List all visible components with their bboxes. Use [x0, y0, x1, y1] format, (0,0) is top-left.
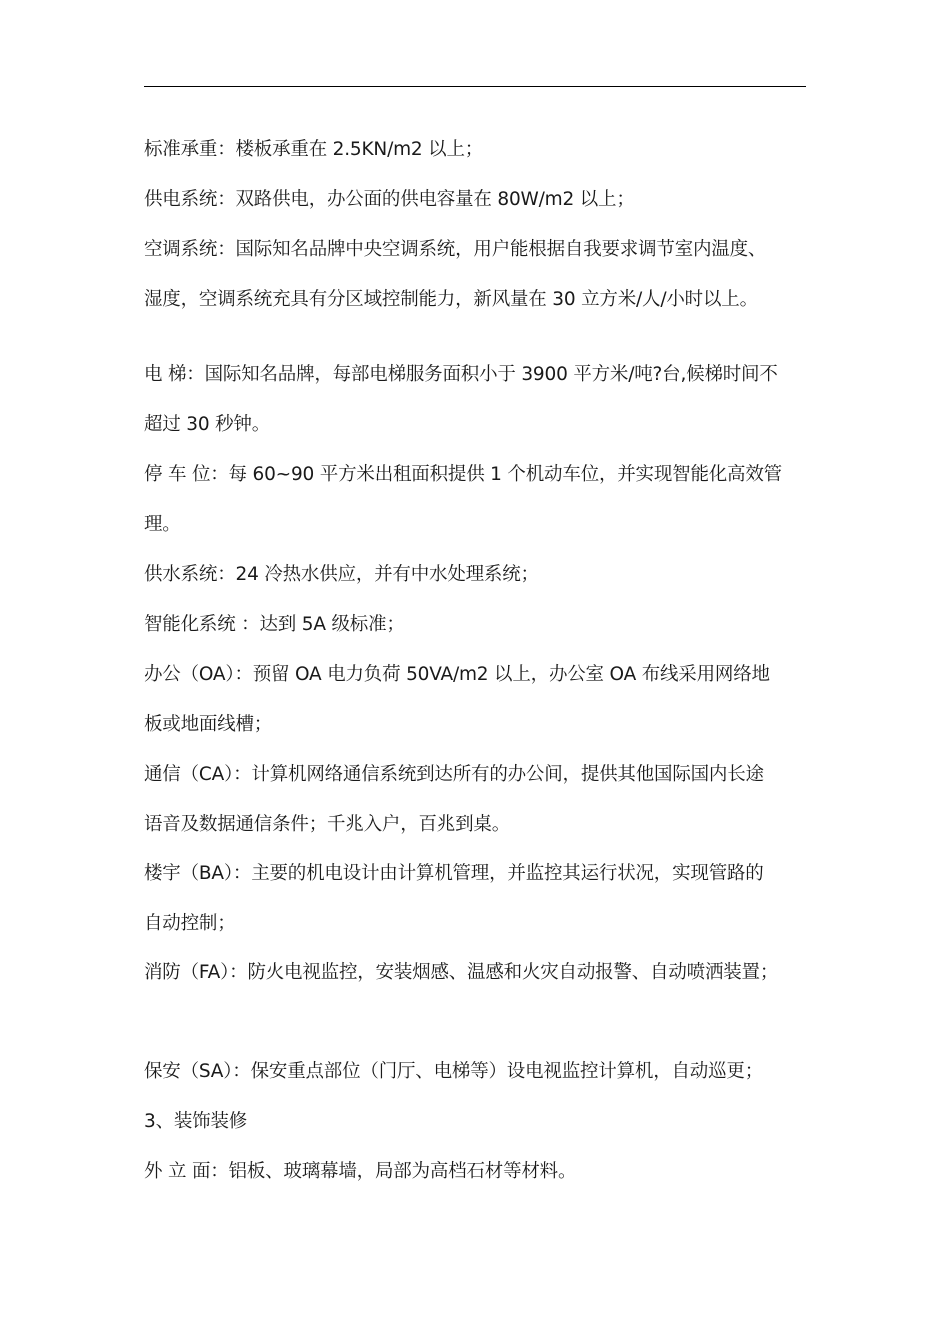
line-elevator-1: 电 梯：国际知名品牌，每部电梯服务面积小于 3900 平方米/吨?台,候梯时间不: [144, 364, 778, 385]
line-building-ba-2: 自动控制；: [144, 913, 236, 934]
line-hvac-2: 湿度，空调系统充具有分区域控制能力，新风量在 30 立方米/人/小时以上。: [144, 289, 758, 310]
line-load-standard: 标准承重：楼板承重在 2.5KN/m2 以上；: [144, 139, 484, 160]
line-parking-2: 理。: [144, 514, 181, 535]
line-office-oa-2: 板或地面线槽；: [144, 714, 273, 735]
line-fire-fa: 消防（FA）：防火电视监控，安装烟感、温感和火灾自动报警、自动喷洒装置；: [144, 962, 779, 983]
line-parking-1: 停 车 位：每 60~90 平方米出租面积提供 1 个机动车位，并实现智能化高效管: [144, 464, 782, 485]
line-hvac-1: 空调系统：国际知名品牌中央空调系统，用户能根据自我要求调节室内温度、: [144, 239, 767, 260]
line-elevator-2: 超过 30 秒钟。: [144, 414, 271, 435]
line-intelligent-system: 智能化系统 ：达到 5A 级标准；: [144, 614, 405, 635]
line-comm-ca-1: 通信（CA）：计算机网络通信系统到达所有的办公间，提供其他国际国内长途: [144, 764, 764, 785]
section-heading-decoration: 3、装饰装修: [144, 1111, 248, 1132]
line-water-supply: 供水系统：24 冷热水供应，并有中水处理系统；: [144, 564, 539, 585]
header-rule: [144, 86, 806, 87]
line-office-oa-1: 办公（OA）：预留 OA 电力负荷 50VA/m2 以上，办公室 OA 布线采用网络地: [144, 664, 770, 685]
line-security-sa: 保安（SA）：保安重点部位（门厅、电梯等）设电视监控计算机，自动巡更；: [144, 1061, 763, 1082]
line-power-supply: 供电系统：双路供电，办公面的供电容量在 80W/m2 以上；: [144, 189, 635, 210]
line-comm-ca-2: 语音及数据通信条件；千兆入户，百兆到桌。: [144, 814, 511, 835]
line-building-ba-1: 楼宇（BA）：主要的机电设计由计算机管理，并监控其运行状况，实现管路的: [144, 863, 764, 884]
line-facade: 外 立 面：铝板、玻璃幕墙，局部为高档石材等材料。: [144, 1161, 577, 1182]
